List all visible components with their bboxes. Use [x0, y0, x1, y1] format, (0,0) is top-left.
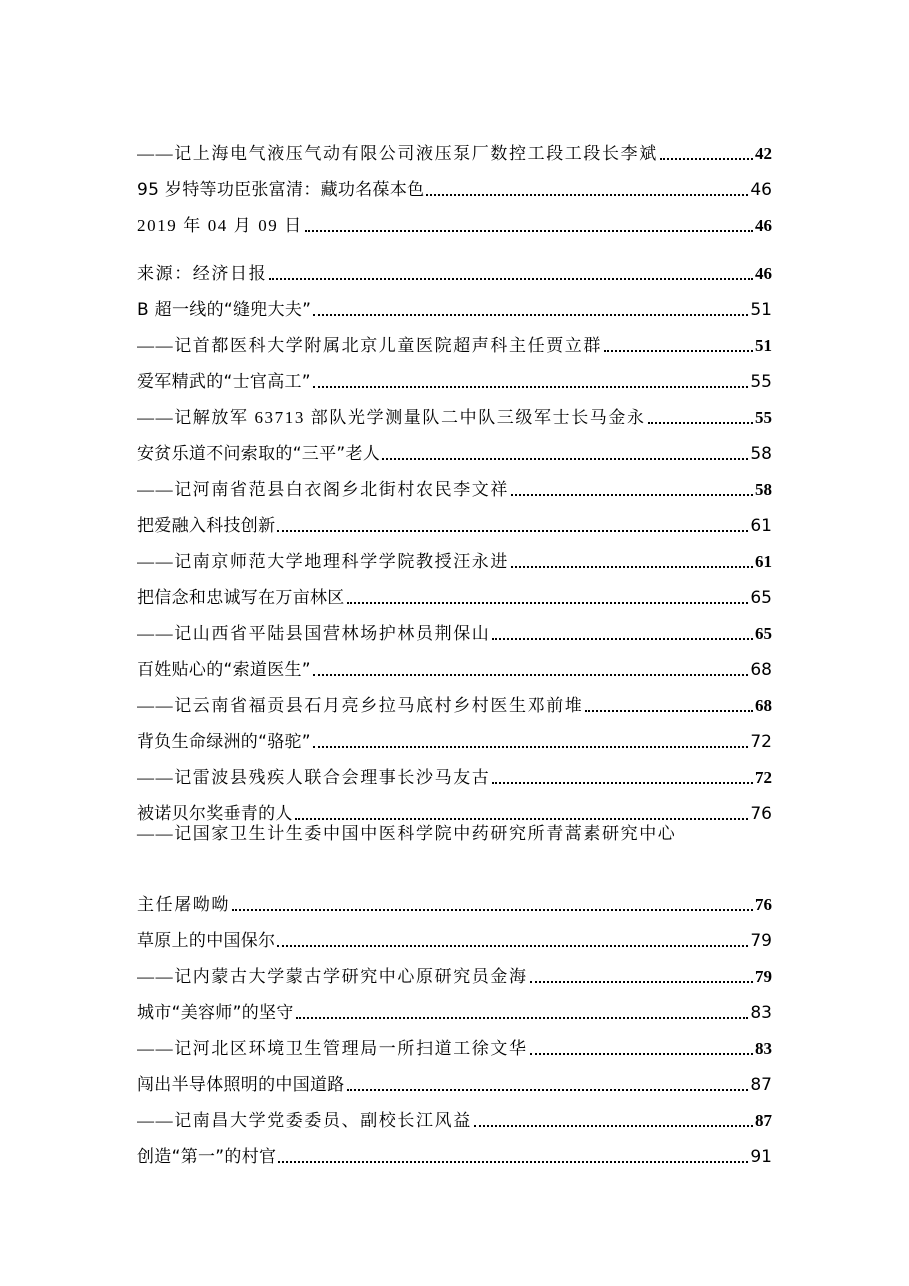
toc-entry-page-number: 61: [750, 516, 772, 536]
toc-entry-page-number: 58: [755, 480, 772, 499]
toc-entry[interactable]: [137, 608, 772, 644]
toc-entry-title: 把爱融入科技创新: [137, 516, 276, 536]
toc-entry-page-number: 72: [750, 732, 772, 752]
toc-entry-title: ——记南京师范大学地理科学学院教授汪永进: [137, 552, 509, 571]
table-of-contents: [137, 128, 772, 1167]
toc-entry-page-number: 68: [750, 660, 772, 680]
toc-entry[interactable]: [137, 320, 772, 356]
dot-leader: [305, 230, 753, 232]
toc-entry[interactable]: [137, 428, 772, 464]
toc-entry[interactable]: [137, 752, 772, 788]
dot-leader: [492, 638, 753, 640]
toc-entry-title: ——记河北区环境卫生管理局一所扫道工徐文华: [137, 1039, 528, 1058]
toc-entry-title: 主任屠呦呦: [137, 895, 230, 914]
dot-leader: [296, 1017, 749, 1019]
dot-leader: [604, 350, 753, 352]
dot-leader: [295, 818, 749, 820]
dot-leader: [511, 494, 753, 496]
toc-entry[interactable]: [137, 536, 772, 572]
toc-entry-page-number: 87: [750, 1075, 772, 1095]
toc-entry-page-number: 76: [755, 895, 772, 914]
toc-entry-page-number: 76: [750, 804, 772, 824]
toc-entry-page-number: 87: [755, 1111, 772, 1130]
dot-leader: [511, 566, 753, 568]
dot-leader: [426, 194, 748, 196]
dot-leader: [382, 458, 748, 460]
toc-entry-page-number: 58: [750, 444, 772, 464]
toc-entry-title: 把信念和忠诚写在万亩林区: [137, 588, 345, 608]
toc-entry-title: 闯出半导体照明的中国道路: [137, 1075, 345, 1095]
dot-leader: [313, 314, 748, 316]
toc-entry-page-number: 68: [755, 696, 772, 715]
dot-leader: [232, 909, 753, 911]
toc-entry[interactable]: [137, 392, 772, 428]
toc-entry[interactable]: [137, 788, 772, 824]
toc-entry[interactable]: [137, 284, 772, 320]
toc-entry-title: 被诺贝尔奖垂青的人: [137, 804, 293, 824]
toc-entry-page-number: 79: [755, 967, 772, 986]
toc-entry[interactable]: [137, 915, 772, 951]
toc-entry-title: 背负生命绿洲的“骆驼”: [137, 732, 311, 752]
toc-entry-title: 爱军精武的“士官高工”: [137, 372, 311, 392]
toc-entry-title: ——记雷波县残疾人联合会理事长沙马友古: [137, 768, 491, 787]
toc-entry-page-number: 51: [755, 336, 772, 355]
toc-entry-page-number: 83: [755, 1039, 772, 1058]
toc-entry-title: 创造“第一”的村官: [137, 1147, 277, 1167]
dot-leader: [313, 386, 748, 388]
toc-entry[interactable]: [137, 1059, 772, 1095]
toc-entry[interactable]: [137, 716, 772, 752]
dot-leader: [277, 945, 748, 947]
toc-entry-page-number: 46: [750, 180, 772, 200]
toc-entry-title: ——记河南省范县白衣阁乡北街村农民李文祥: [137, 480, 509, 499]
toc-entry-title: 百姓贴心的“索道医生”: [137, 660, 311, 680]
toc-entry-title: 城市“美容师”的坚守: [137, 1003, 294, 1023]
toc-entry-title: 2019 年 04 月 09 日: [137, 216, 303, 235]
toc-entry-page-number: 65: [750, 588, 772, 608]
toc-entry[interactable]: [137, 164, 772, 200]
toc-entry-title: ——记山西省平陆县国营林场护林员荆保山: [137, 624, 491, 643]
toc-entry[interactable]: [137, 987, 772, 1023]
toc-entry-title: ——记云南省福贡县石月亮乡拉马底村乡村医生邓前堆: [137, 696, 584, 715]
toc-entry-page-number: 46: [755, 264, 772, 283]
toc-entry-title: ——记国家卫生计生委中国中医科学院中药研究所青蒿素研究中心: [137, 824, 677, 843]
toc-entry[interactable]: [137, 680, 772, 716]
dot-leader: [474, 1125, 753, 1127]
toc-entry[interactable]: [137, 356, 772, 392]
toc-entry-page-number: 55: [750, 372, 772, 392]
toc-entry-title: ——记首都医科大学附属北京儿童医院超声科主任贾立群: [137, 336, 602, 355]
toc-entry-title: ——记南昌大学党委委员、副校长江风益: [137, 1111, 472, 1130]
toc-entry[interactable]: [137, 951, 772, 987]
toc-entry[interactable]: [137, 572, 772, 608]
dot-leader: [278, 1161, 748, 1163]
toc-entry-page-number: 55: [755, 408, 772, 427]
toc-entry-title: ——记内蒙古大学蒙古学研究中心原研究员金海: [137, 967, 528, 986]
toc-entry-page-number: 61: [755, 552, 772, 571]
toc-entry-title: ——记上海电气液压气动有限公司液压泵厂数控工段工段长李斌: [137, 144, 658, 163]
toc-entry-page-number: 42: [755, 144, 772, 163]
dot-leader: [313, 746, 748, 748]
toc-entry[interactable]: [137, 500, 772, 536]
dot-leader: [648, 422, 753, 424]
dot-leader: [660, 158, 753, 160]
toc-entry[interactable]: [137, 236, 772, 284]
toc-entry-page-number: 91: [750, 1147, 772, 1167]
toc-entry-title: 来源：经济日报: [137, 264, 268, 283]
toc-entry-title: B 超一线的“缝兜大夫”: [137, 300, 312, 320]
toc-entry-page-number: 79: [750, 931, 772, 951]
dot-leader: [585, 710, 753, 712]
toc-entry[interactable]: [137, 824, 772, 860]
toc-entry[interactable]: [137, 644, 772, 680]
toc-entry-title: 草原上的中国保尔: [137, 931, 276, 951]
toc-entry-title: 95 岁特等功臣张富清：藏功名葆本色: [137, 180, 425, 200]
toc-entry-title: ——记解放军 63713 部队光学测量队二中队三级军士长马金永: [137, 408, 646, 427]
dot-leader: [313, 674, 748, 676]
toc-entry[interactable]: [137, 200, 772, 236]
dot-leader: [492, 782, 753, 784]
toc-entry[interactable]: [137, 1131, 772, 1167]
toc-entry-page-number: 72: [755, 768, 772, 787]
toc-entry[interactable]: [137, 1095, 772, 1131]
dot-leader: [530, 1053, 753, 1055]
dot-leader: [530, 981, 753, 983]
dot-leader: [269, 278, 753, 280]
toc-entry-page-number: 65: [755, 624, 772, 643]
toc-entry[interactable]: [137, 464, 772, 500]
toc-entry[interactable]: [137, 1023, 772, 1059]
dot-leader: [347, 1089, 749, 1091]
toc-entry-page-number: 83: [750, 1003, 772, 1023]
toc-entry[interactable]: [137, 860, 772, 915]
toc-entry-title: 安贫乐道不问索取的“三平”老人: [137, 444, 381, 464]
toc-entry-page-number: 51: [750, 300, 772, 320]
dot-leader: [277, 530, 748, 532]
dot-leader: [347, 602, 749, 604]
toc-entry-page-number: 46: [755, 216, 772, 235]
toc-entry[interactable]: [137, 128, 772, 164]
